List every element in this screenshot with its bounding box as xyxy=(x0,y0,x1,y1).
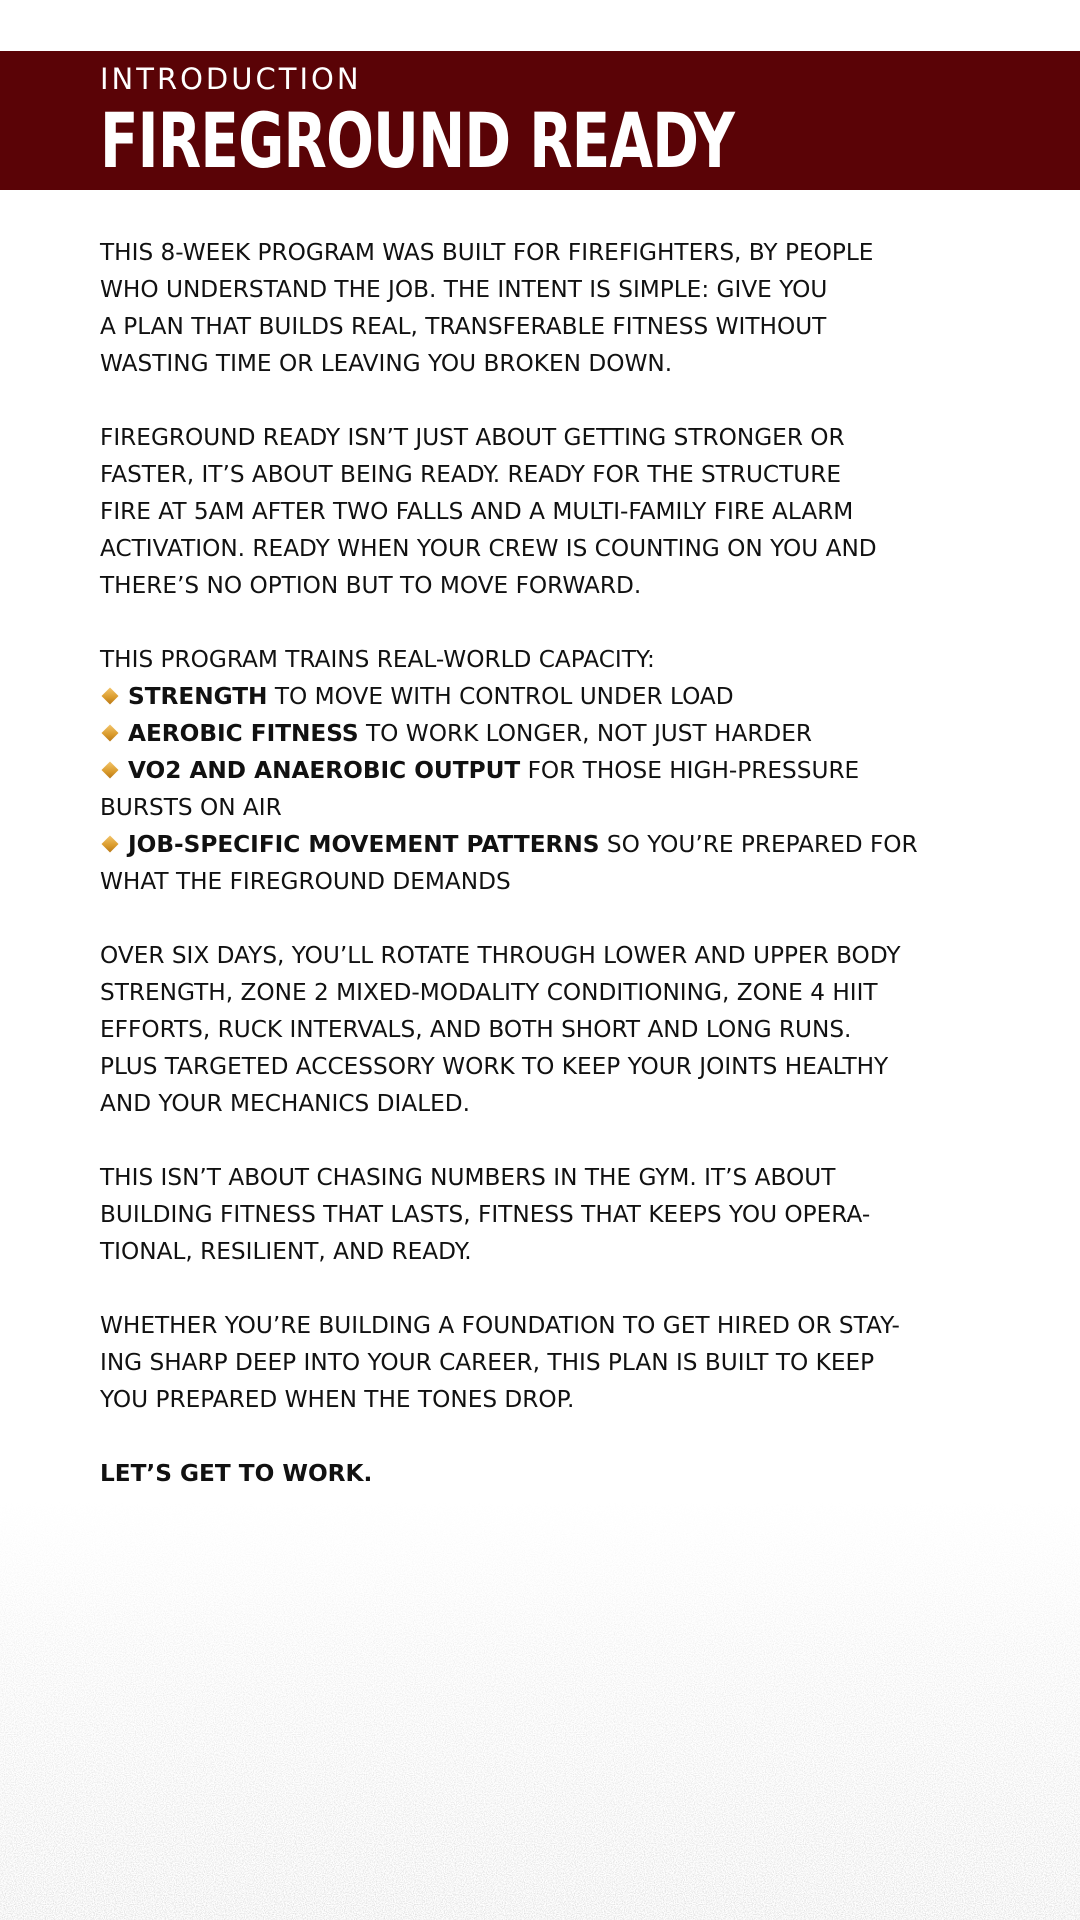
career-paragraph xyxy=(100,1307,990,1418)
closing-line: LET’S GET TO WORK. xyxy=(100,1460,373,1487)
text-line: YOU PREPARED WHEN THE TONES DROP. xyxy=(100,1386,575,1413)
list-item-text: TO WORK LONGER, NOT JUST HARDER xyxy=(358,720,813,747)
text-line: THIS ISN’T ABOUT CHASING NUMBERS IN THE GYM. IT’S ABOUT xyxy=(100,1164,836,1191)
text-line: EFFORTS, RUCK INTERVALS, AND BOTH SHORT AND LONG RUNS. xyxy=(100,1016,852,1043)
section-eyebrow: INTRODUCTION xyxy=(100,62,362,96)
list-item-text: FOR THOSE HIGH-PRESSURE xyxy=(520,757,860,784)
text-line: BUILDING FITNESS THAT LASTS, FITNESS THAT KEEPS YOU OPERA- xyxy=(100,1201,871,1228)
list-item-bold: AEROBIC FITNESS xyxy=(128,720,359,747)
list-item-text: TO MOVE WITH CONTROL UNDER LOAD xyxy=(267,683,734,710)
text-line: WHETHER YOU’RE BUILDING A FOUNDATION TO GET HIRED OR STAY- xyxy=(100,1312,900,1339)
list-item-text: SO YOU’RE PREPARED FOR xyxy=(599,831,918,858)
list-item-bold: STRENGTH xyxy=(128,683,268,710)
list-item xyxy=(100,715,990,752)
list-item-bold: JOB-SPECIFIC MOVEMENT PATTERNS xyxy=(128,831,600,858)
grain-texture xyxy=(0,1500,1080,1920)
text-line: STRENGTH, ZONE 2 MIXED-MODALITY CONDITIONING, ZONE 4 HIIT xyxy=(100,979,878,1006)
text-line: THERE’S NO OPTION BUT TO MOVE FORWARD. xyxy=(100,572,642,599)
list-item xyxy=(100,826,990,863)
text-line: ACTIVATION. READY WHEN YOUR CREW IS COUNTING ON YOU AND xyxy=(100,535,877,562)
text-line: FASTER, IT’S ABOUT BEING READY. READY FOR THE STRUCTURE xyxy=(100,461,842,488)
text-line: PLUS TARGETED ACCESSORY WORK TO KEEP YOUR JOINTS HEALTHY xyxy=(100,1053,889,1080)
list-item-continuation: BURSTS ON AIR xyxy=(100,794,282,821)
ready-paragraph xyxy=(100,419,990,604)
capacity-heading: THIS PROGRAM TRAINS REAL-WORLD CAPACITY: xyxy=(100,646,655,673)
schedule-paragraph xyxy=(100,937,990,1122)
list-item-continuation: WHAT THE FIREGROUND DEMANDS xyxy=(100,868,511,895)
text-line: THIS 8-WEEK PROGRAM WAS BUILT FOR FIREFIGHTERS, BY PEOPLE xyxy=(100,239,874,266)
text-line: TIONAL, RESILIENT, AND READY. xyxy=(100,1238,472,1265)
text-line: AND YOUR MECHANICS DIALED. xyxy=(100,1090,470,1117)
text-line: OVER SIX DAYS, YOU’LL ROTATE THROUGH LOWER AND UPPER BODY xyxy=(100,942,901,969)
list-item-bold: VO2 AND ANAEROBIC OUTPUT xyxy=(128,757,521,784)
text-line: FIRE AT 5AM AFTER TWO FALLS AND A MULTI-FAMILY FIRE ALARM xyxy=(100,498,854,525)
text-line: WASTING TIME OR LEAVING YOU BROKEN DOWN. xyxy=(100,350,673,377)
diamond-bullet-icon xyxy=(102,835,119,852)
text-line: A PLAN THAT BUILDS REAL, TRANSFERABLE FITNESS WITHOUT xyxy=(100,313,827,340)
text-line: ING SHARP DEEP INTO YOUR CAREER, THIS PLAN IS BUILT TO KEEP xyxy=(100,1349,875,1376)
page-title: FIREGROUND READY xyxy=(100,96,735,185)
text-line: WHO UNDERSTAND THE JOB. THE INTENT IS SIMPLE: GIVE YOU xyxy=(100,276,828,303)
list-item xyxy=(100,678,990,715)
body-content xyxy=(100,234,990,1492)
diamond-bullet-icon xyxy=(102,687,119,704)
diamond-bullet-icon xyxy=(102,761,119,778)
list-item xyxy=(100,752,990,789)
capacity-list xyxy=(100,641,990,900)
diamond-bullet-icon xyxy=(102,724,119,741)
intro-paragraph xyxy=(100,234,990,382)
purpose-paragraph xyxy=(100,1159,990,1270)
text-line: FIREGROUND READY ISN’T JUST ABOUT GETTING STRONGER OR xyxy=(100,424,845,451)
